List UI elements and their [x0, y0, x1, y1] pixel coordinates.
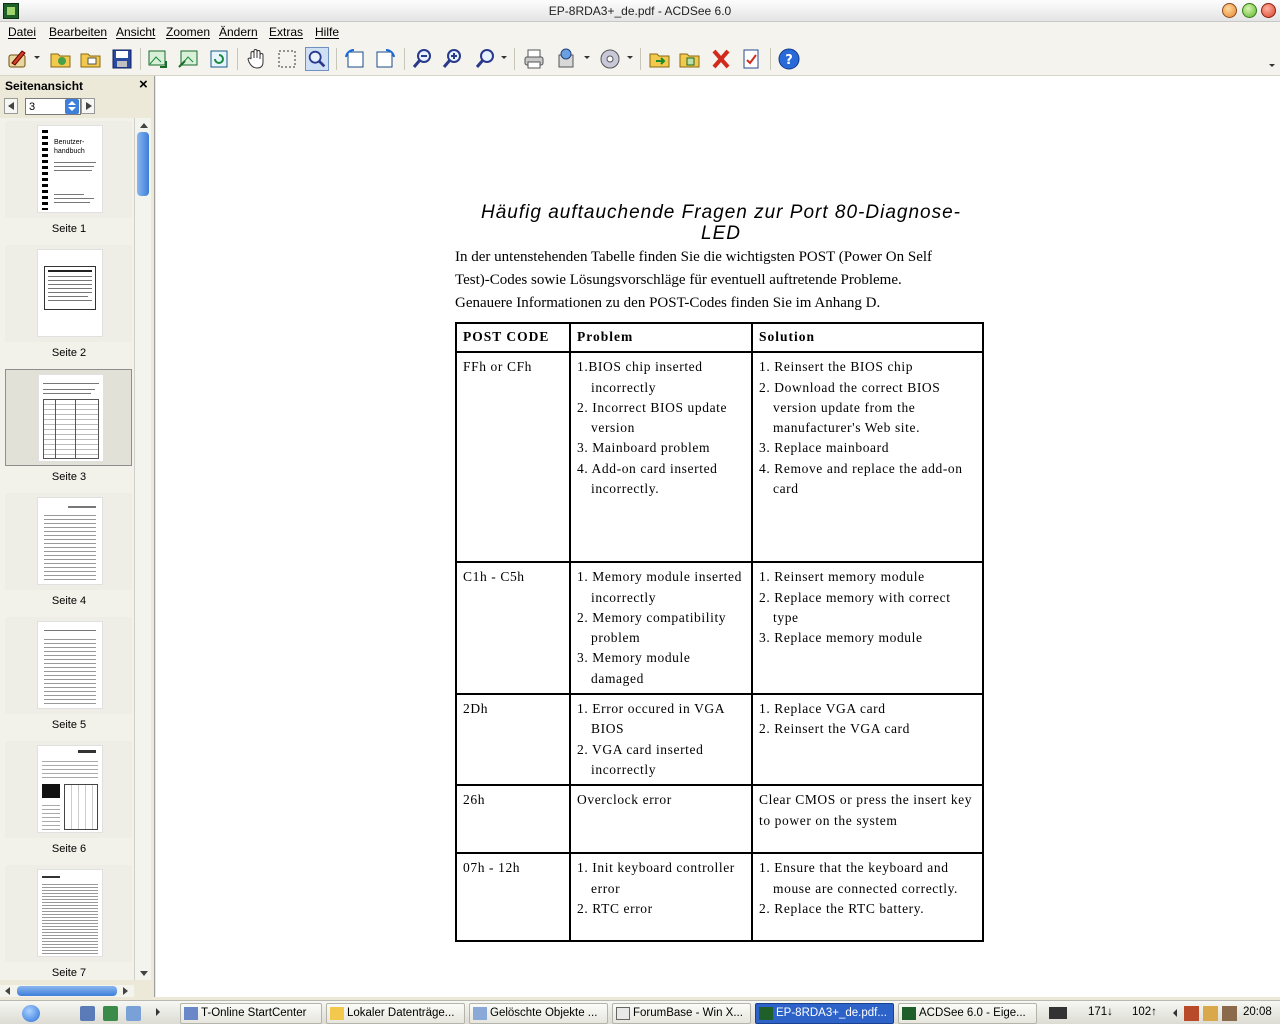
- thumbnail-page-1[interactable]: [5, 121, 132, 218]
- solution-item: 1. Ensure that the keyboard and mouse are connected correctly.: [759, 860, 959, 896]
- cell-solution: [752, 785, 983, 853]
- disc-dropdown-icon[interactable]: [627, 56, 633, 59]
- table-row: [456, 694, 983, 785]
- cell-problem: [570, 352, 752, 562]
- zoom-out-icon[interactable]: [411, 47, 435, 71]
- solution-item: 3. Replace memory module: [759, 630, 923, 646]
- solution-item: Clear CMOS or press the insert key to power on the system: [759, 792, 973, 828]
- properties-icon[interactable]: [739, 47, 763, 71]
- folder-icon: [330, 1007, 344, 1020]
- problem-item: 3. Memory module damaged: [577, 650, 691, 686]
- quicklaunch-tonline-icon[interactable]: [80, 1006, 95, 1021]
- thumbnail-page-7[interactable]: [5, 865, 132, 962]
- intro-line-3: Genauere Informationen zu den POST-Codes finden Sie im Anhang D.: [455, 295, 881, 311]
- previous-image-icon[interactable]: [146, 47, 170, 71]
- thumbnail-page-3[interactable]: [5, 369, 132, 466]
- thumbnail-caption: Seite 5: [51, 719, 87, 731]
- thumbnail-vertical-scrollbar[interactable]: [134, 118, 151, 980]
- taskbar-button-active[interactable]: [755, 1003, 894, 1024]
- cell-problem: [570, 785, 752, 853]
- menu-zoomen[interactable]: Zoomen: [166, 25, 211, 39]
- scan-icon[interactable]: [555, 47, 579, 71]
- hand-tool-icon[interactable]: [244, 47, 268, 71]
- heading-line-1: Häufig auftauchende Fragen zur Port 80-Diagnose-: [481, 202, 961, 223]
- scroll-up-icon[interactable]: [140, 123, 148, 128]
- next-image-icon[interactable]: [176, 47, 200, 71]
- scroll-right-icon[interactable]: [123, 987, 128, 995]
- cell-problem: [570, 694, 752, 785]
- cell-code: 2Dh: [456, 694, 570, 785]
- solution-item: 2. Download the correct BIOS version update from the manufacturer's Web site.: [759, 379, 941, 436]
- cell-code: FFh or CFh: [456, 352, 570, 562]
- disc-icon[interactable]: [598, 47, 622, 71]
- page-view-panel: [0, 76, 155, 997]
- next-page-button[interactable]: [81, 98, 95, 114]
- refresh-icon[interactable]: [207, 47, 231, 71]
- clock[interactable]: 20:08: [1243, 1006, 1272, 1018]
- post-code-table: [455, 322, 984, 942]
- cell-solution: [752, 694, 983, 785]
- solution-item: 4. Remove and replace the add-on card: [759, 460, 963, 497]
- menu-ansicht[interactable]: Ansicht: [116, 25, 156, 39]
- menu-extras[interactable]: Extras: [269, 25, 304, 39]
- scroll-left-icon[interactable]: [5, 987, 10, 995]
- header-post-code: POST CODE: [456, 323, 570, 352]
- cell-solution: [752, 352, 983, 562]
- thumbnail-page-2[interactable]: [5, 245, 132, 342]
- previous-page-button[interactable]: [4, 98, 18, 114]
- zoom-in-icon[interactable]: [441, 47, 465, 71]
- thumbnail-caption: Seite 7: [51, 967, 87, 979]
- help-icon[interactable]: [777, 47, 801, 71]
- cell-code: 07h - 12h: [456, 853, 570, 941]
- save-icon[interactable]: [110, 47, 134, 71]
- document-icon: [616, 1007, 630, 1020]
- zoom-dropdown-icon[interactable]: [474, 47, 498, 71]
- tray-app-icon[interactable]: [1184, 1006, 1199, 1021]
- thumbnail-page-5[interactable]: [5, 617, 132, 714]
- cell-problem: [570, 562, 752, 694]
- quicklaunch-explorer-icon[interactable]: [126, 1006, 141, 1021]
- window-title: EP-8RDA3+_de.pdf - ACDSee 6.0: [548, 4, 732, 18]
- problem-item: 2. VGA card inserted incorrectly: [577, 741, 704, 777]
- vertical-scroll-thumb[interactable]: [137, 132, 149, 196]
- thumbnail-caption: Seite 4: [51, 595, 87, 607]
- solution-item: 2. Replace the RTC battery.: [759, 900, 925, 916]
- panel-title: Seitenansicht: [5, 79, 84, 93]
- open-folder-icon[interactable]: [49, 47, 73, 71]
- print-icon[interactable]: [522, 47, 546, 71]
- menu-datei[interactable]: Datei: [8, 25, 37, 39]
- problem-item: 1.BIOS chip inserted incorrectly: [577, 359, 703, 395]
- menu-bar: [0, 22, 1280, 42]
- menu-hilfe[interactable]: Hilfe: [315, 25, 340, 39]
- zoom-dropdown-arrow-icon[interactable]: [501, 56, 507, 59]
- thumbnail-page-6[interactable]: [5, 741, 132, 838]
- page-navigation: [4, 96, 154, 116]
- recycle-bin-icon: [473, 1007, 487, 1020]
- header-solution: Solution: [752, 323, 983, 352]
- thumbnail-caption: Seite 1: [51, 223, 87, 235]
- maximize-button[interactable]: [1242, 3, 1257, 18]
- task-label: T-Online StartCenter: [201, 1007, 307, 1019]
- system-tray: [1045, 1002, 1280, 1024]
- table-header-row: [456, 323, 983, 352]
- quicklaunch-app-icon[interactable]: [103, 1006, 118, 1021]
- solution-item: 1. Reinsert memory module: [759, 569, 925, 585]
- table-row: [456, 562, 983, 694]
- task-label: ForumBase - Win X...: [633, 1007, 743, 1019]
- problem-item: 2. RTC error: [577, 900, 653, 916]
- problem-item: Overclock error: [577, 792, 672, 808]
- thumbnail-horizontal-scrollbar[interactable]: [0, 985, 134, 997]
- problem-item: 1. Init keyboard controller error: [577, 860, 735, 896]
- acdsee-icon: [902, 1007, 916, 1020]
- taskbar: [0, 1000, 1280, 1024]
- table-row: [456, 785, 983, 853]
- cell-code: C1h - C5h: [456, 562, 570, 694]
- download-rate: 171↓: [1088, 1006, 1113, 1018]
- cell-problem: [570, 853, 752, 941]
- scan-dropdown-icon[interactable]: [584, 56, 590, 59]
- minimize-button[interactable]: [1222, 3, 1237, 18]
- start-button[interactable]: [22, 1005, 40, 1022]
- rotate-right-icon[interactable]: [373, 47, 397, 71]
- rotate-left-icon[interactable]: [343, 47, 367, 71]
- thumbnail-page-4[interactable]: [5, 493, 132, 590]
- solution-item: 3. Replace mainboard: [759, 440, 890, 456]
- toolbar: [0, 42, 1280, 76]
- tray-expand-icon[interactable]: [1173, 1009, 1177, 1017]
- thumb1-title-line1: Benutzer-: [54, 139, 85, 146]
- move-to-icon[interactable]: [648, 47, 672, 71]
- solution-item: 2. Reinsert the VGA card: [759, 721, 910, 737]
- intro-line-2: Test)-Codes sowie Lösungsvorschläge für eventuell auftretende Probleme.: [455, 272, 902, 288]
- quicklaunch-expand-icon[interactable]: [156, 1008, 160, 1016]
- document-heading: [456, 202, 986, 244]
- taskbar-button[interactable]: [898, 1003, 1037, 1024]
- problem-item: 2. Memory compatibility problem: [577, 609, 727, 646]
- acdsee-icon: [759, 1007, 773, 1020]
- tray-app-icon[interactable]: [1222, 1006, 1237, 1021]
- task-label: EP-8RDA3+_de.pdf...: [776, 1007, 887, 1019]
- acquire-icon[interactable]: [6, 47, 30, 71]
- task-label: ACDSee 6.0 - Eige...: [919, 1007, 1026, 1019]
- thumbnail-caption: Seite 3: [51, 471, 87, 483]
- title-bar: [0, 0, 1280, 22]
- close-button[interactable]: [1261, 3, 1276, 18]
- thumbnail-caption: Seite 6: [51, 843, 87, 855]
- zoom-tool-icon[interactable]: [305, 47, 329, 71]
- cell-solution: [752, 562, 983, 694]
- table-row: [456, 352, 983, 562]
- taskbar-button[interactable]: [180, 1003, 322, 1024]
- solution-item: 2. Replace memory with correct type: [759, 589, 951, 625]
- solution-item: 1. Replace VGA card: [759, 701, 886, 717]
- document-intro: [455, 246, 985, 315]
- thumbnail-list: [0, 118, 134, 980]
- scroll-down-icon[interactable]: [140, 971, 148, 976]
- tray-app-icon[interactable]: [1203, 1006, 1218, 1021]
- page-spinner-icon[interactable]: [65, 99, 79, 114]
- acquire-dropdown-icon[interactable]: [34, 56, 40, 59]
- upload-rate: 102↑: [1132, 1006, 1157, 1018]
- problem-item: 2. Incorrect BIOS update version: [577, 399, 728, 436]
- thumb1-title-line2: handbuch: [54, 148, 85, 155]
- menu-bearbeiten[interactable]: Bearbeiten: [49, 25, 108, 39]
- svg-text:?: ?: [785, 53, 793, 68]
- intro-line-1: In der untenstehenden Tabelle finden Sie die wichtigsten POST (Power On Self: [455, 249, 933, 265]
- horizontal-scroll-thumb[interactable]: [17, 986, 117, 996]
- taskbar-button[interactable]: [326, 1003, 465, 1024]
- task-label: Lokaler Datenträge...: [347, 1007, 455, 1019]
- taskbar-button[interactable]: [612, 1003, 751, 1024]
- menu-aendern[interactable]: Ändern: [219, 25, 258, 39]
- solution-item: 1. Reinsert the BIOS chip: [759, 359, 914, 375]
- delete-icon[interactable]: [709, 47, 733, 71]
- problem-item: 1. Memory module inserted incorrectly: [577, 569, 742, 605]
- problem-item: 3. Mainboard problem: [577, 440, 711, 456]
- document-viewer[interactable]: [156, 76, 1280, 997]
- tonline-icon: [184, 1007, 198, 1020]
- header-problem: Problem: [570, 323, 752, 352]
- taskbar-button[interactable]: [469, 1003, 608, 1024]
- task-label: Gelöschte Objekte ...: [490, 1007, 598, 1019]
- problem-item: 4. Add-on card inserted incorrectly.: [577, 460, 718, 497]
- toolbar-overflow-icon[interactable]: [1269, 64, 1275, 67]
- heading-line-2: LED: [701, 223, 741, 244]
- select-tool-icon[interactable]: [275, 47, 299, 71]
- copy-to-icon[interactable]: [678, 47, 702, 71]
- network-icon[interactable]: [1049, 1007, 1067, 1019]
- table-row: [456, 853, 983, 941]
- cell-code: 26h: [456, 785, 570, 853]
- problem-item: 1. Error occured in VGA BIOS: [577, 701, 725, 737]
- browse-icon[interactable]: [79, 47, 103, 71]
- thumbnail-caption: Seite 2: [51, 347, 87, 359]
- cell-solution: [752, 853, 983, 941]
- panel-close-icon[interactable]: ×: [139, 76, 148, 93]
